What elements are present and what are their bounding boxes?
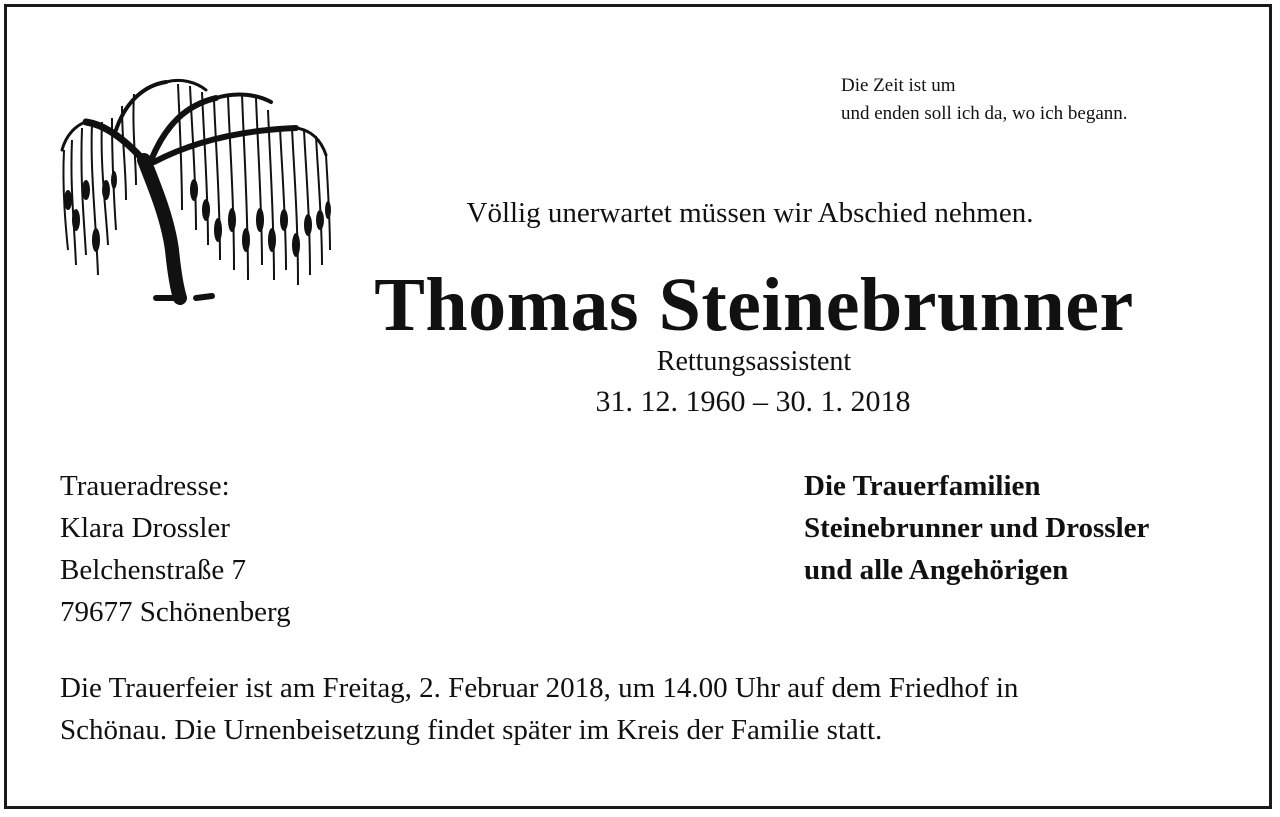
family-line-2: Steinebrunner und Drossler [804, 512, 1150, 544]
intro-text: Völlig unerwartet müssen wir Abschied nehmen. [466, 197, 1034, 229]
address-city: 79677 Schönenberg [60, 596, 291, 628]
address-name: Klara Drossler [60, 512, 230, 544]
mourning-address [60, 465, 291, 633]
deceased-occupation: Rettungsassistent [656, 346, 852, 377]
life-dates: 31. 12. 1960 – 30. 1. 2018 [595, 385, 911, 418]
family-line-1: Die Trauerfamilien [804, 470, 1041, 502]
address-label: Traueradresse: [60, 470, 230, 502]
deceased-name: Thomas Steinebrunner [374, 263, 1134, 347]
service-line-1: Die Trauerfeier ist am Freitag, 2. Februar 2018, um 14.00 Uhr auf dem Friedhof in [60, 672, 1019, 704]
quote-line-1: Die Zeit ist um [841, 75, 956, 96]
quote-line-2: und enden soll ich da, wo ich begann. [841, 103, 1128, 124]
mourning-families [804, 465, 1149, 591]
service-line-2: Schönau. Die Urnenbeisetzung findet später im Kreis der Familie statt. [60, 714, 883, 746]
quote [841, 72, 1128, 128]
family-line-3: und alle Angehörigen [804, 554, 1069, 586]
address-street: Belchenstraße 7 [60, 554, 247, 586]
service-info [60, 667, 1018, 751]
